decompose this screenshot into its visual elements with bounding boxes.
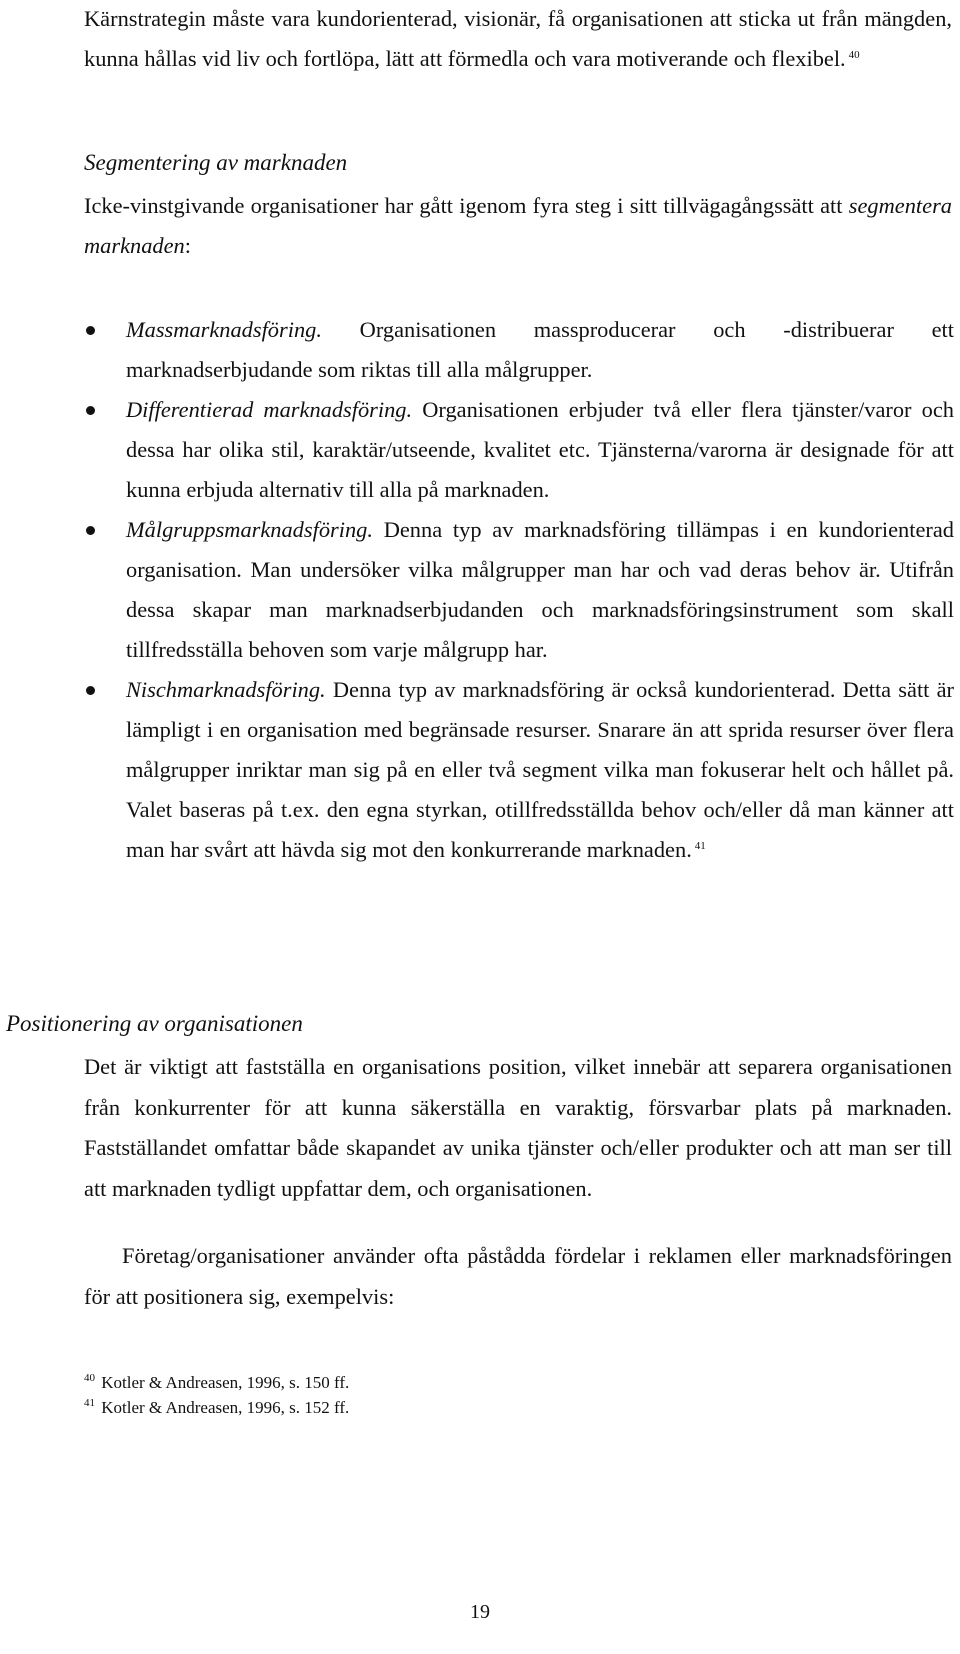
footnote-ref-41: 41 <box>694 839 706 852</box>
segmentering-lead-italic: segmentera marknaden <box>84 193 952 258</box>
segmentering-lead-text: Icke-vinstgivande organisationer har gått igenom fyra steg i sitt tillvägagångssätt att <box>84 193 843 218</box>
segmentation-bullet-list <box>84 310 954 870</box>
footnote-text: Kotler & Andreasen, 1996, s. 152 ff. <box>101 1398 350 1417</box>
bullet-term: Massmarknadsföring. <box>126 317 322 342</box>
bullet-item <box>84 670 954 870</box>
section-heading-segmentering: Segmentering av marknaden <box>84 150 348 175</box>
bullet-text: Denna typ av marknadsföring är också kundorienterad. Detta sätt är lämpligt i en organisation med begränsade resurser. Snarare än att sprida resurser över flera målgrupper inriktar man sig på en eller två segment vilka man fokuserar helt och hållet på. Valet baseras på t.ex. den egna styrkan, otillfredsställda behov och/eller då man känner att man har svårt att hävda sig mot den konkurrerande marknaden. <box>126 677 954 862</box>
bullet-item <box>84 390 954 510</box>
page-number: 19 <box>470 1601 490 1623</box>
intro-text: Kärnstrategin måste vara kundorienterad, visionär, få organisationen att sticka ut från mängden, kunna hållas vid liv och fortlöpa, lätt att förmedla och vara motiverande och flexibel. <box>84 6 952 71</box>
footnote-number: 41 <box>84 1397 95 1410</box>
bullet-dot-icon <box>86 406 95 415</box>
bullet-dot-icon <box>86 326 95 335</box>
bullet-text: Organisationen massproducerar och -distribuerar ett marknadserbjudande som riktas till alla målgrupper. <box>126 317 954 382</box>
footnote-40 <box>84 1370 684 1395</box>
bullet-term: Nischmarknadsföring. <box>126 677 326 702</box>
bullet-text: Denna typ av marknadsföring tillämpas i en kundorienterad organisation. Man undersöker vilka målgrupper man har och vad deras behov är. Utifrån dessa skapar man marknadserbjudanden och marknadsföringsinstrument som skall tillfredsställa behoven som varje målgrupp har. <box>126 517 954 662</box>
footnote-41 <box>84 1395 684 1420</box>
bullet-dot-icon <box>86 526 95 535</box>
footnote-number: 40 <box>84 1372 95 1385</box>
positionering-paragraph-2: Företag/organisationer använder ofta påstådda fördelar i reklamen eller marknadsföringen för att positionera sig, exempelvis: <box>84 1243 952 1309</box>
footnote-ref-40: 40 <box>848 48 860 61</box>
segmentering-lead-end: : <box>184 233 191 258</box>
section-heading-positionering: Positionering av organisationen <box>6 1011 303 1036</box>
bullet-term: Differentierad marknadsföring. <box>126 397 413 422</box>
footnote-text: Kotler & Andreasen, 1996, s. 150 ff. <box>101 1373 350 1392</box>
positionering-paragraph-1: Det är viktigt att fastställa en organisations position, vilket innebär att separera organisationen från konkurrenter för att kunna säkerställa en varaktig, försvarbar plats på marknaden. Fastställandet omfattar både skapandet av unika tjänster och/eller produkter och att man ser till att marknaden tydligt uppfattar dem, och organisationen. <box>84 1054 952 1201</box>
bullet-dot-icon <box>86 686 95 695</box>
bullet-text: Organisationen erbjuder två eller flera tjänster/varor och dessa har olika stil, karaktär/utseende, kvalitet etc. Tjänsterna/varorna är designade för att kunna erbjuda alternativ till alla på marknaden. <box>126 397 955 502</box>
bullet-item <box>84 510 954 670</box>
bullet-item <box>84 310 954 390</box>
footnotes <box>84 1370 684 1420</box>
segmentering-lead <box>84 186 952 266</box>
intro-paragraph <box>84 0 952 79</box>
bullet-term: Målgruppsmarknadsföring. <box>126 517 373 542</box>
